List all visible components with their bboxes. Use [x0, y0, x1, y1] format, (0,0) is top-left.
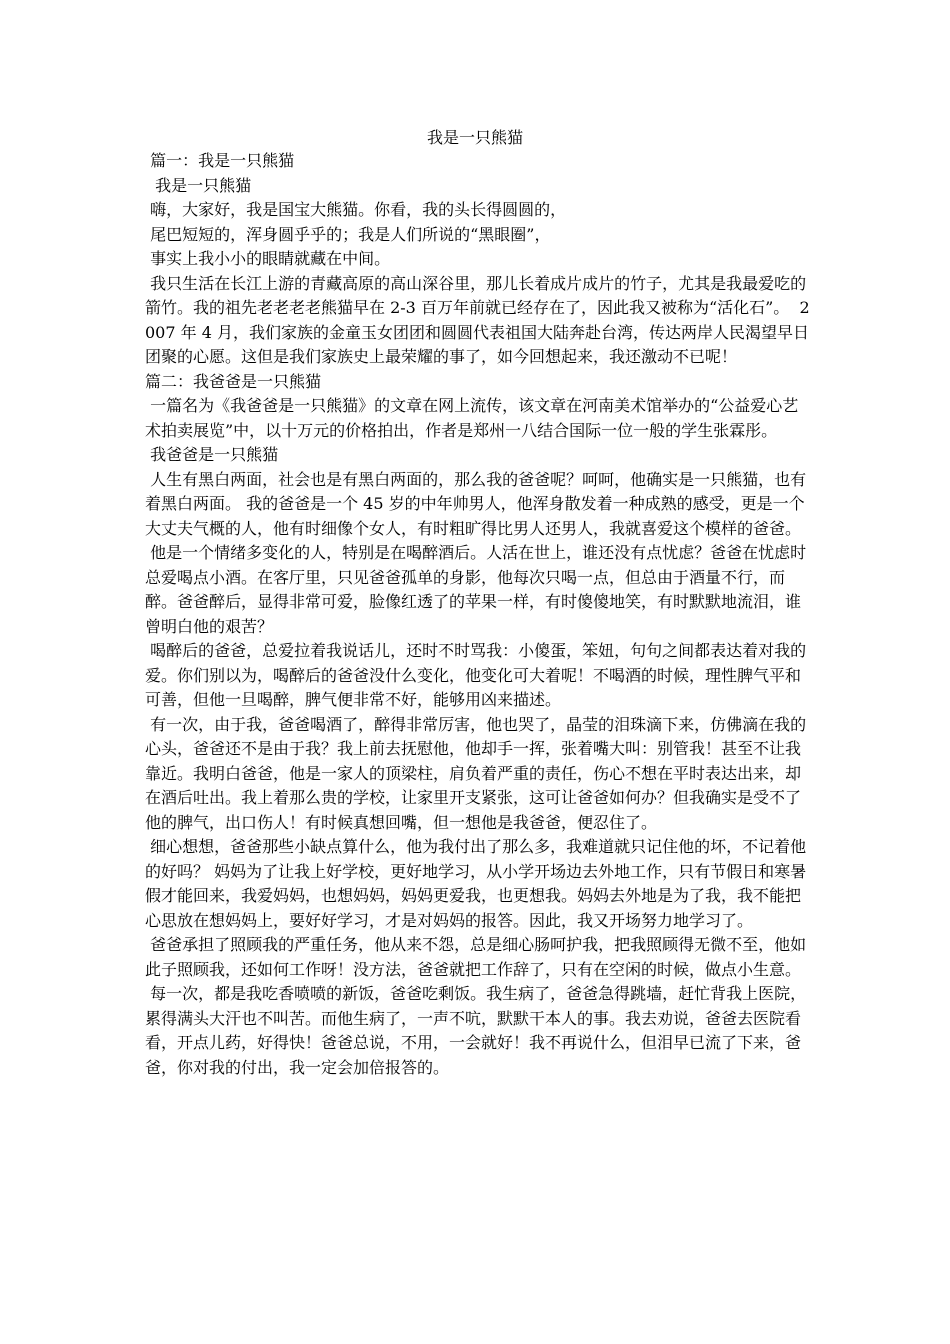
- paragraph: 我爸爸是一只熊猫: [145, 445, 279, 464]
- paragraph: 他是一个情绪多变化的人，特别是在喝醉酒后。人活在世上，谁还没有点忧虑？爸爸在忧虑时总爱喝点小酒。在客厅里，只见爸爸孤单的身影，他每次只喝一点，但总由于酒量不行，而醉。爸爸醉后，显得非常可爱，脸像红透了的苹果一样，有时傻傻地笑，有时默默地流泪，谁曾明白他的艰苦？: [145, 543, 807, 636]
- paragraph: 我是一只熊猫: [145, 175, 252, 195]
- paragraph: 细心想想，爸爸那些小缺点算什么，他为我付出了那么多，我难道就只记住他的坏，不记着他的好吗？ 妈妈为了让我上好学校，更好地学习，从小学开场边去外地工作，只有节假日和寒暑假才能回来，我爱妈妈，也想妈妈，妈妈更爱我，也更想我。妈妈去外地是为了我，我不能把心思放在想妈妈上，要好好学习，才是对妈妈的报答。因此，我又开场努力地学习了。: [145, 837, 807, 930]
- paragraph: 尾巴短短的，浑身圆乎乎的；我是人们所说的“黑眼圈”，: [145, 224, 551, 244]
- paragraph: 人生有黑白两面，社会也是有黑白两面的，那么我的爸爸呢？呵呵，他确实是一只熊猫，也有着黑白两面。 我的爸爸是一个 45 岁的中年帅男人，他浑身散发着一种成熟的感受，更是一个大丈夫气概的人，他有时细像个女人，有时粗旷得比男人还男人，我就喜爱这个模样的爸爸。: [145, 469, 807, 538]
- paragraph: 爸爸承担了照顾我的严重任务，他从来不怨，总是细心肠呵护我，把我照顾得无微不至，他如此子照顾我，还如何工作呀！没方法，爸爸就把工作辞了，只有在空闲的时候，做点小生意。: [145, 935, 807, 979]
- paragraph: 篇一：我是一只熊猫: [145, 151, 295, 170]
- paragraph: 有一次，由于我，爸爸喝酒了，醉得非常厉害，他也哭了，晶莹的泪珠滴下来，仿佛滴在我的心头，爸爸还不是由于我？我上前去抚慰他，他却手一挥，张着嘴大叫：别管我！甚至不让我靠近。我明白爸爸，他是一家人的顶梁柱，肩负着严重的责任，伤心不想在平时表达出来，却在酒后吐出。我上着那么贵的学校，让家里开支紧张，这可让爸爸如何办？但我确实是受不了他的脾气，出口伤人！有时候真想回嘴，但一想他是我爸爸，便忍住了。: [145, 714, 807, 832]
- paragraph: 我只生活在长江上游的青藏高原的高山深谷里，那儿长着成片成片的竹子，尤其是我最爱吃的箭竹。我的祖先老老老老熊猫早在 2-3 百万年前就已经存在了，因此我又被称为“活化石”。 2007 年 4 月，我们家族的金童玉女团团和圆圆代表祖国大陆奔赴台湾，传达两岸人民渴望早日团聚的心愿。这但是我们家族史上最荣耀的事了，如今回想起来，我还激动不已呢！: [145, 273, 810, 366]
- paragraph: 嗨，大家好，我是国宝大熊猫。你看，我的头长得圆圆的，: [145, 200, 567, 219]
- paragraph: 喝醉后的爸爸，总爱拉着我说话儿，还时不时骂我：小傻蛋，笨妞，句句之间都表达着对我的爱。你们别以为，喝醉后的爸爸没什么变化，他变化可大着呢！不喝酒的时候，理性脾气平和可善，但他一旦喝醉，脾气便非常不好，能够用凶来描述。: [145, 641, 807, 709]
- paragraph: 每一次，都是我吃香喷喷的新饭，爸爸吃剩饭。我生病了，爸爸急得跳墙，赶忙背我上医院，累得满头大汗也不叫苦。而他生病了，一声不吭，默默干本人的事。我去劝说，爸爸去医院看看，开点儿药，好得快！爸爸总说，不用，一会就好！我不再说什么，但泪早已流了下来，爸爸，你对我的付出，我一定会加倍报答的。: [145, 984, 807, 1077]
- section-heading: 篇二：我爸爸是一只熊猫: [145, 371, 322, 391]
- paragraph: 一篇名为《我爸爸是一只熊猫》的文章在网上流传，该文章在河南美术馆举办的“公益爱心艺术拍卖展览”中，以十万元的价格拍出，作者是郑州一八结合国际一位一般的学生张霖彤。: [145, 396, 799, 440]
- paragraph: 事实上我小小的眼睛就藏在中间。: [145, 249, 391, 268]
- document-body: [145, 149, 810, 1080]
- document-title: 我是一只熊猫: [426, 128, 523, 147]
